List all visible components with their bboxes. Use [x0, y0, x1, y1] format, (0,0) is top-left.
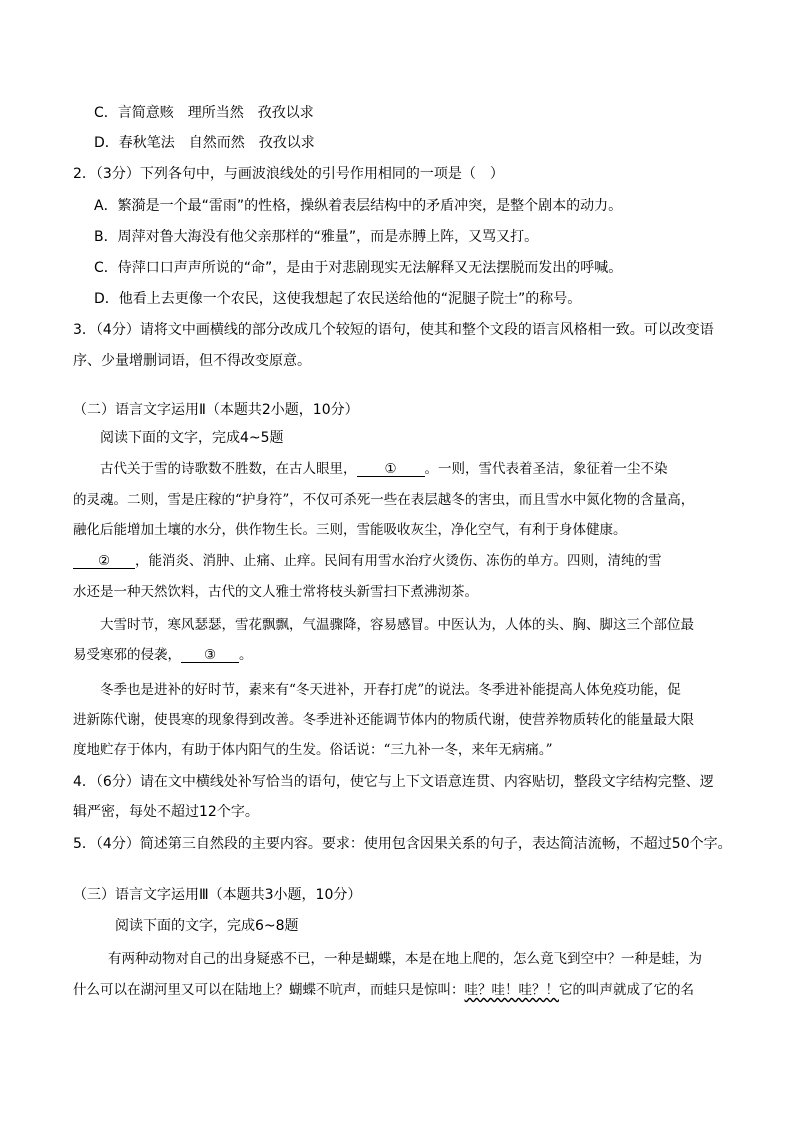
section2-p3-line-1: 冬季也是进补的好时节，素来有“冬天进补，开春打虎”的说法。冬季进补能提高人体免疫功能，促: [100, 682, 681, 698]
section3-heading: （三）语言文字运用Ⅲ（本题共3小题，10分）: [73, 887, 362, 903]
q4-line-1: 4．（6分）请在文中横线处补写恰当的语句，使它与上下文语意连贯、内容贴切，整段文字结构完整、逻: [73, 774, 714, 790]
section2-p2-line-2: [73, 645, 253, 665]
section2-p1-line-1: [100, 459, 668, 479]
section2-p3-line-2: 进新陈代谢，使畏寒的现象得到改善。冬季进补还能调节体内的物质代谢，使营养物质转化的能量最大限: [73, 712, 694, 728]
q2-stem: 2．（3分）下列各句中，与画波浪线处的引号作用相同的一项是（ ）: [73, 166, 504, 182]
q2-option-b: B．周萍对鲁大海没有他父亲那样的“雅量”，而是赤膊上阵，又骂又打。: [94, 229, 539, 245]
q4-line-2: 辑严密，每处不超过12个字。: [73, 804, 259, 820]
section2-p1-line-4: [73, 551, 662, 571]
q1-option-d: D．春秋笔法 自然而然 孜孜以求: [94, 135, 315, 151]
text-segment: 什么可以在湖河里又可以在陆地上？蝴蝶不吭声，而蛙只是惊叫：: [73, 982, 465, 998]
section2-instruction: 阅读下面的文字，完成4~5题: [100, 430, 284, 446]
text-segment: 它的叫声就成了它的名: [559, 982, 694, 998]
fill-blank-1[interactable]: ①: [357, 459, 425, 479]
section3-p1-line-2: [73, 980, 694, 1000]
text-segment: 古代关于雪的诗歌数不胜数，在古人眼里，: [100, 461, 357, 477]
wavy-underlined-text: 哇？哇！哇？！: [464, 982, 559, 998]
section2-p1-line-2: 的灵魂。二则，雪是庄稼的“护身符”，不仅可杀死一些在表层越冬的害虫，而且雪水中氮化物的含量高，: [73, 492, 695, 508]
text-segment: 易受寒邪的侵袭，: [73, 647, 181, 663]
q5-line-1: 5．（4分）简述第三自然段的主要内容。要求：使用包含因果关系的句子，表达简洁流畅，不超过50个字。: [73, 836, 732, 852]
section2-heading: （二）语言文字运用Ⅱ（本题共2小题，10分）: [73, 402, 359, 418]
section2-p2-line-1: 大雪时节，寒风瑟瑟，雪花飘飘，气温骤降，容易感冒。中医认为，人体的头、胸、脚这三个部位最: [100, 617, 694, 633]
section3-instruction: 阅读下面的文字，完成6~8题: [115, 918, 299, 934]
q2-option-d: D．他看上去更像一个农民，这使我想起了农民送给他的“泥腿子院士”的称号。: [94, 291, 582, 307]
q1-option-c: C．言简意赅 理所当然 孜孜以求: [94, 105, 314, 121]
q3-line-2: 序、少量增删词语，但不得改变原意。: [73, 353, 311, 369]
q3-line-1: 3．（4分）请将文中画横线的部分改成几个较短的语句，使其和整个文段的语言风格相一致。可以改变语: [73, 322, 714, 338]
fill-blank-3[interactable]: ③: [181, 645, 239, 665]
fill-blank-2[interactable]: ②: [73, 551, 135, 571]
section2-p1-line-3: 融化后能增加土壤的水分，供作物生长。三则，雪能吸收灰尘，净化空气，有利于身体健康。: [73, 522, 627, 538]
q2-option-c: C．侍萍口口声声所说的“命”，是由于对悲剧现实无法解释又无法摆脱而发出的呼喊。: [94, 260, 623, 276]
text-segment: 。一则，雪代表着圣洁，象征着一尘不染: [424, 461, 668, 477]
section3-p1-line-1: 有两种动物对自己的出身疑惑不已，一种是蝴蝶，本是在地上爬的，怎么竟飞到空中？一种是蛙，为: [108, 951, 702, 967]
section2-p3-line-3: 度地贮存于体内，有助于体内阳气的生发。俗话说：“三九补一冬，来年无病痛。”: [73, 742, 553, 758]
text-segment: 。: [239, 647, 253, 663]
q2-option-a: A．繁漪是一个最“雷雨”的性格，操纵着表层结构中的矛盾冲突，是整个剧本的动力。: [94, 198, 623, 214]
text-segment: ，能消炎、消肿、止痛、止痒。民间有用雪水治疗火烫伤、冻伤的单方。四则，清纯的雪: [135, 553, 662, 569]
section2-p1-line-5: 水还是一种天然饮料，古代的文人雅士常将枝头新雪扫下煮沸沏茶。: [73, 584, 478, 600]
